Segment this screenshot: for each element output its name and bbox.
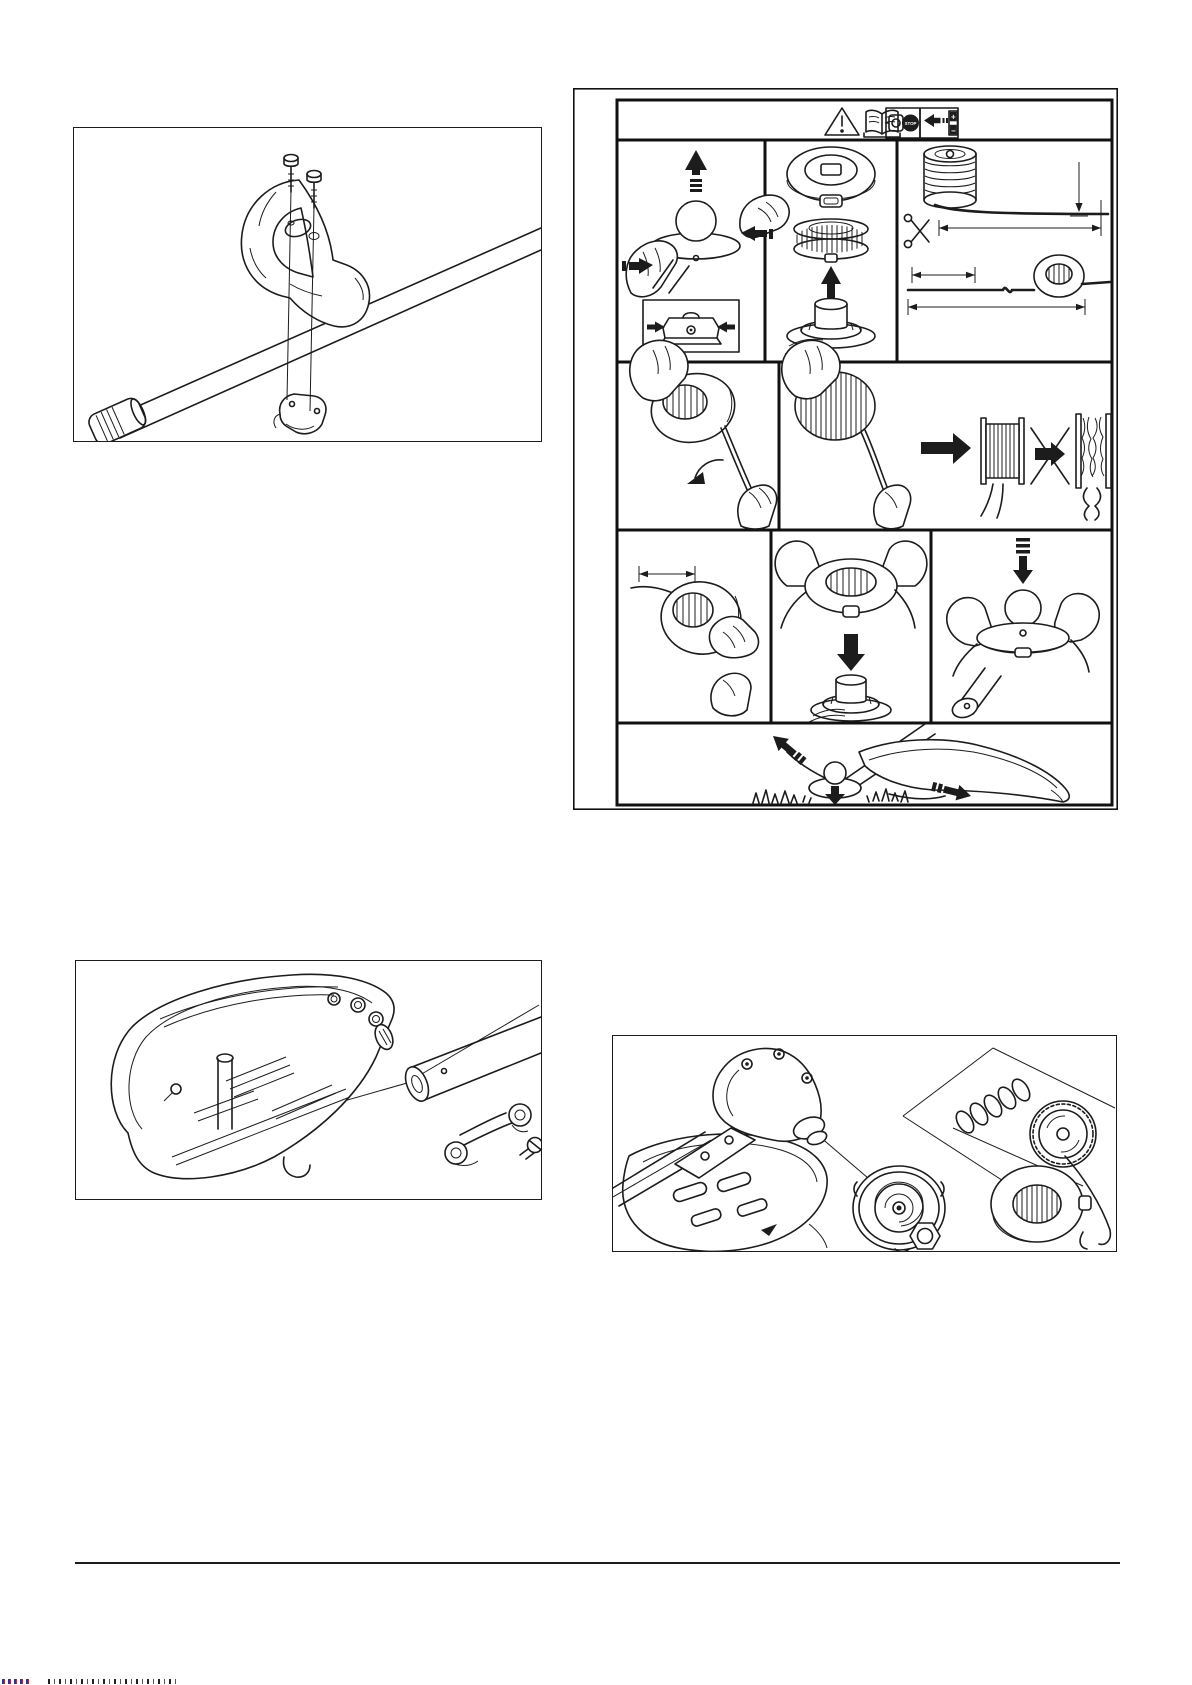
panel-trim-grass bbox=[753, 724, 1069, 805]
warning-triangle-icon bbox=[825, 108, 859, 135]
figure-housing-assembly bbox=[75, 960, 542, 1200]
spool-wound-correctly bbox=[981, 418, 1024, 518]
clamp-screw bbox=[520, 1138, 541, 1160]
scissors-icon bbox=[904, 214, 929, 247]
figure-trimmer-head-card bbox=[573, 88, 1118, 810]
spool-wound-wrong bbox=[1076, 414, 1111, 520]
pull-arrow-left bbox=[768, 730, 809, 768]
stop-label: STOP bbox=[904, 120, 917, 126]
loop-handle bbox=[241, 180, 369, 327]
panel-thread-eyelets bbox=[775, 541, 927, 722]
battery-plus-label: + bbox=[950, 112, 956, 122]
panel-wind-line bbox=[782, 340, 1111, 528]
footer-clipped-digits bbox=[48, 1679, 180, 1684]
housing-shell bbox=[111, 974, 396, 1178]
spool-of-line bbox=[925, 162, 975, 194]
panel-press-down bbox=[947, 538, 1099, 721]
safety-icon-strip bbox=[825, 108, 958, 138]
cover bbox=[991, 1156, 1110, 1249]
figure-loop-handle-mounting bbox=[73, 127, 542, 442]
panel-remove-spool bbox=[785, 147, 875, 360]
head-exploded-illustration bbox=[613, 1036, 1116, 1251]
shaft-end-cap bbox=[86, 395, 149, 441]
panel-line-end-length bbox=[631, 566, 758, 716]
remove-battery-icon bbox=[920, 108, 958, 138]
figure-head-exploded bbox=[612, 1035, 1117, 1252]
loop-handle-illustration bbox=[74, 128, 541, 441]
crossed-out-arrow bbox=[1031, 428, 1069, 484]
dimension-line-diameter bbox=[1070, 162, 1088, 216]
footer-clipped-mark bbox=[2, 1679, 32, 1684]
battery-minus-label: − bbox=[950, 126, 956, 136]
nut bbox=[910, 1223, 940, 1249]
head-card-illustration bbox=[573, 88, 1118, 810]
shaft-clamp bbox=[445, 1104, 531, 1166]
handle-clamp bbox=[274, 394, 326, 434]
dimension-line-end bbox=[639, 566, 695, 582]
spring bbox=[953, 1076, 1034, 1136]
panel-hook-line bbox=[630, 340, 777, 529]
housing-illustration bbox=[76, 961, 541, 1199]
dimension-total bbox=[908, 299, 1085, 315]
reel bbox=[1030, 1101, 1096, 1167]
dimension-lower bbox=[912, 267, 975, 283]
panel-measure-cut-line bbox=[904, 146, 1110, 315]
footer-rule bbox=[75, 1562, 1120, 1564]
footer-clipped-text bbox=[2, 1679, 202, 1685]
shaft-tube bbox=[401, 1017, 541, 1104]
stop-engine-icon bbox=[886, 108, 920, 138]
